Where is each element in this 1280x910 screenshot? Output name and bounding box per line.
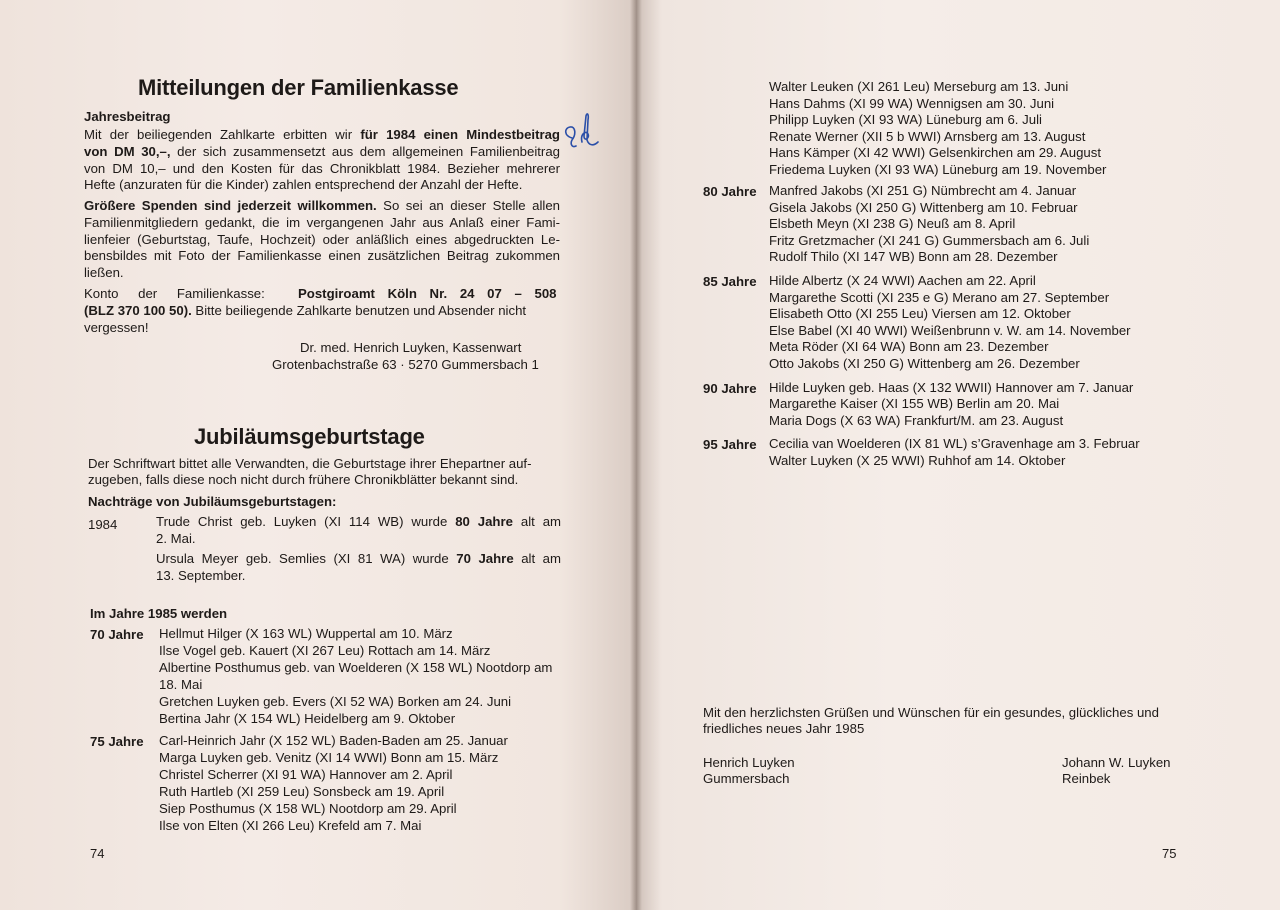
intro-line-2: zugeben, falls diese noch nicht durch frühere Chronikblätter bekannt sind. bbox=[88, 472, 519, 487]
age-label: 90 Jahre bbox=[703, 380, 757, 396]
signer-left-name: Henrich Luyken bbox=[703, 755, 795, 770]
birthday-entry: Renate Werner (XII 5 b WWI) Arnsberg am 13. August bbox=[769, 128, 1086, 144]
sp-lines-line bbox=[84, 248, 560, 265]
birthday-entry: Bertina Jahr (X 154 WL) Heidelberg am 9. Oktober bbox=[159, 710, 456, 726]
birthday-entry: Margarethe Kaiser (XI 155 WB) Berlin am 20. Mai bbox=[769, 396, 1060, 412]
birthday-entry: Christel Scherrer (XI 91 WA) Hannover am 2. April bbox=[159, 767, 453, 783]
right-page bbox=[636, 0, 1280, 910]
jb-lines-line bbox=[84, 144, 560, 161]
birthday-entry: Elsbeth Meyn (XI 238 G) Neuß am 8. April bbox=[769, 216, 1016, 232]
nachtrag-text: Ursula Meyer geb. Semlies (XI 81 WA) wurde bbox=[156, 551, 457, 566]
para-text: ließen. bbox=[84, 265, 124, 281]
para-bold: für 1984 einen Mindestbeitrag bbox=[360, 127, 560, 142]
sp-lines-line bbox=[84, 265, 124, 282]
signer-left-city: Gummersbach bbox=[703, 771, 790, 786]
para-text: Mit der beiliegenden Zahlkarte erbitten wir bbox=[84, 127, 361, 142]
birthday-entry: Hilde Albertz (X 24 WWI) Aachen am 22. April bbox=[769, 273, 1036, 288]
birthday-entry: Else Babel (XI 40 WWI) Weißenbrunn v. W. am 14. November bbox=[769, 322, 1131, 338]
age-label: 85 Jahre bbox=[703, 274, 757, 289]
birthday-entry: Walter Luyken (X 25 WWI) Ruhhof am 14. Oktober bbox=[769, 453, 1066, 468]
birthday-entry: Hans Kämper (XI 42 WWI) Gelsenkirchen am 29. August bbox=[769, 145, 1102, 161]
konto-value: Postgiroamt Köln Nr. 24 07 – 508 bbox=[298, 286, 557, 301]
birthday-entry: Ilse Vogel geb. Kauert (XI 267 Leu) Rottach am 14. März bbox=[159, 642, 491, 658]
birthday-entry: Fritz Gretzmacher (XI 241 G) Gummersbach am 6. Juli bbox=[769, 232, 1090, 248]
birthday-entry: Maria Dogs (X 63 WA) Frankfurt/M. am 23. August bbox=[769, 412, 1064, 428]
birthday-entry: Siep Posthumus (X 158 WL) Nootdorp am 29. April bbox=[159, 801, 457, 816]
signer-right-name: Johann W. Luyken bbox=[1062, 755, 1171, 770]
birthday-entry: Otto Jakobs (XI 250 G) Wittenberg am 26. Dezember bbox=[769, 356, 1080, 371]
konto-label: Konto der Familienkasse: bbox=[84, 286, 265, 301]
birthday-entry: Margarethe Scotti (XI 235 e G) Merano am 27. September bbox=[769, 289, 1110, 305]
left-page bbox=[0, 0, 636, 910]
blz: (BLZ 370 100 50). bbox=[84, 303, 192, 318]
nachtrag-age: 70 Jahre bbox=[456, 551, 514, 566]
birthday-entry: Ruth Hartleb (XI 259 Leu) Sonsbeck am 19. April bbox=[159, 784, 445, 800]
para-bold: Größere Spenden sind jederzeit willkommen. bbox=[84, 198, 377, 213]
birthday-entry: Philipp Luyken (XI 93 WA) Lüneburg am 6. Juli bbox=[769, 112, 1042, 128]
para-text: von DM 10,– und den Kosten für das Chronikblatt 1984. Bezieher mehrerer bbox=[84, 160, 560, 176]
section-title-familienkasse: Mitteilungen der Familienkasse bbox=[138, 75, 459, 100]
birthday-entry: Ilse von Elten (XI 266 Leu) Krefeld am 7. Mai bbox=[159, 817, 422, 833]
birthday-entry: Meta Röder (XI 64 WA) Bonn am 23. Dezember bbox=[769, 339, 1049, 355]
handwritten-mark-icon bbox=[560, 108, 608, 154]
age-label: 95 Jahre bbox=[703, 437, 757, 453]
birthday-entry: Hans Dahms (XI 99 WA) Wennigsen am 30. Juni bbox=[769, 95, 1055, 111]
jb-lines-line bbox=[84, 161, 560, 178]
para-bold: von DM 30,–, bbox=[84, 143, 171, 159]
page-number-right: 75 bbox=[1162, 846, 1177, 861]
konto-line bbox=[84, 286, 560, 303]
birthday-entry: Elisabeth Otto (XI 255 Leu) Viersen am 12. Oktober bbox=[769, 306, 1071, 322]
greeting-line-2: friedliches neues Jahr 1985 bbox=[703, 721, 865, 736]
konto-line2 bbox=[84, 303, 526, 320]
nachtrag-text-end: alt am bbox=[512, 514, 562, 529]
birthday-entry: Albertine Posthumus geb. van Woelderen (X 158 WL) Nootdorp am bbox=[159, 659, 553, 675]
jb-lines-line bbox=[84, 177, 522, 194]
para-text: bensbildes mit Foto der Familienkasse einen zusätzlichen Beitrag zukommen bbox=[84, 248, 560, 264]
para-text: lienfeier (Geburtstag, Taufe, Hochzeit) oder anläßlich eines abgedruckten Le- bbox=[84, 231, 560, 247]
page-number-left: 74 bbox=[90, 846, 105, 861]
greeting-line-1: Mit den herzlichsten Grüßen und Wünschen für ein gesundes, glückliches und bbox=[703, 705, 1159, 720]
birthday-entry: Cecilia van Woelderen (IX 81 WL) s’Gravenhage am 3. Februar bbox=[769, 436, 1140, 452]
nachtrag-line bbox=[156, 551, 561, 568]
birthday-entry: Carl-Heinrich Jahr (X 152 WL) Baden-Baden am 25. Januar bbox=[159, 733, 508, 749]
birthday-entry: Hellmut Hilger (X 163 WL) Wuppertal am 10. März bbox=[159, 626, 453, 641]
age-label: 80 Jahre bbox=[703, 184, 757, 199]
signature-address: Grotenbachstraße 63 · 5270 Gummersbach 1 bbox=[272, 357, 539, 372]
sp-lines-line bbox=[84, 232, 560, 249]
birthday-entry: Gisela Jakobs (XI 250 G) Wittenberg am 10. Februar bbox=[769, 199, 1078, 215]
konto-line2-text: Bitte beiliegende Zahlkarte benutzen und Absender nicht bbox=[191, 303, 527, 318]
birthday-entry: Marga Luyken geb. Venitz (XI 14 WWI) Bonn am 15. März bbox=[159, 750, 499, 766]
nachtrag-line-2: 2. Mai. bbox=[156, 531, 196, 546]
para-text: der sich zusammensetzt aus dem allgemeinen Familienbeitrag bbox=[170, 143, 560, 159]
im-jahre-heading: Im Jahre 1985 werden bbox=[90, 606, 228, 621]
birthday-entry: Walter Leuken (XI 261 Leu) Merseburg am 13. Juni bbox=[769, 79, 1069, 94]
birthday-entry: Friedema Luyken (XI 93 WA) Lüneburg am 19. November bbox=[769, 162, 1107, 177]
para-text: Familienmitgliedern gedankt, die im vergangenen Jahr aus Anlaß einer Fami- bbox=[84, 214, 560, 230]
birthday-entry: Gretchen Luyken geb. Evers (XI 52 WA) Borken am 24. Juni bbox=[159, 693, 512, 709]
jb-lines-line bbox=[84, 127, 560, 144]
nachtraege-heading: Nachträge von Jubiläumsgeburtstagen: bbox=[88, 494, 337, 509]
nachtrag-line-2: 13. September. bbox=[156, 568, 246, 583]
age-label: 75 Jahre bbox=[90, 734, 144, 750]
nachtrag-text-end: alt am bbox=[513, 551, 561, 566]
birthday-entry: Rudolf Thilo (XI 147 WB) Bonn am 28. Dezember bbox=[769, 249, 1058, 265]
book-spine bbox=[630, 0, 642, 910]
signature-kassenwart: Dr. med. Henrich Luyken, Kassenwart bbox=[300, 340, 522, 355]
sp-lines-line bbox=[84, 215, 560, 232]
nachtrag-text: Trude Christ geb. Luyken (XI 114 WB) wurde bbox=[156, 514, 456, 529]
sp-lines-line bbox=[84, 198, 560, 215]
birthday-entry: Hilde Luyken geb. Haas (X 132 WWII) Hannover am 7. Januar bbox=[769, 379, 1134, 395]
signer-right-city: Reinbek bbox=[1062, 771, 1111, 786]
jahresbeitrag-heading: Jahresbeitrag bbox=[84, 109, 171, 124]
birthday-entry: Manfred Jakobs (XI 251 G) Nümbrecht am 4. Januar bbox=[769, 183, 1077, 198]
birthday-entry: 18. Mai bbox=[159, 676, 203, 692]
age-label: 70 Jahre bbox=[90, 627, 144, 642]
intro-line-1: Der Schriftwart bittet alle Verwandten, die Geburtstage ihrer Ehepartner auf- bbox=[88, 456, 532, 471]
section-title-jubilaeum: Jubiläumsgeburtstage bbox=[194, 424, 425, 449]
para-text: Hefte (anzuraten für die Kinder) zahlen entsprechend der Anzahl der Hefte. bbox=[84, 177, 523, 193]
nachtrag-age: 80 Jahre bbox=[455, 514, 513, 529]
nachtrag-line bbox=[156, 514, 561, 531]
para-text: So sei an dieser Stelle allen bbox=[376, 198, 560, 213]
konto-line3: vergessen! bbox=[84, 320, 149, 335]
nachtraege-year: 1984 bbox=[88, 517, 118, 532]
